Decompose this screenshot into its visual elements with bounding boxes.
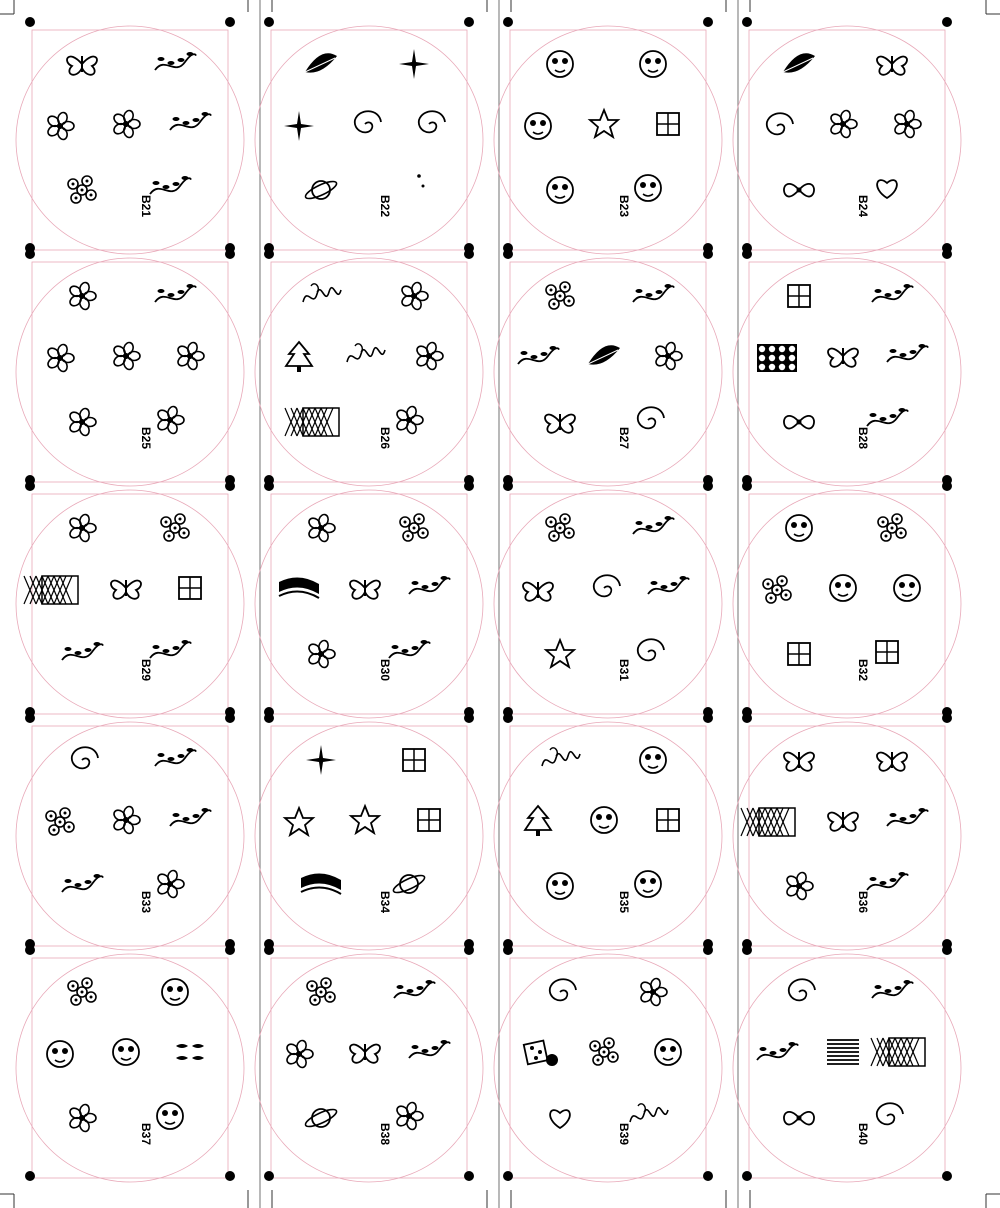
registration-dot (942, 713, 952, 723)
registration-dot (225, 1171, 235, 1181)
plate-code-label: B40 (856, 1122, 870, 1146)
registration-dot (942, 1171, 952, 1181)
registration-dot (464, 713, 474, 723)
registration-dot (264, 249, 274, 259)
registration-dot (264, 945, 274, 955)
registration-dot (25, 945, 35, 955)
plate-code-label: B37 (139, 1122, 153, 1146)
plate-code-label: B27 (617, 426, 631, 450)
registration-dot (703, 1171, 713, 1181)
plate-code-label: B21 (139, 194, 153, 218)
registration-dot (25, 481, 35, 491)
registration-dot (225, 945, 235, 955)
registration-dot (942, 945, 952, 955)
registration-dot (503, 481, 513, 491)
plate-code-label: B39 (617, 1122, 631, 1146)
plate-code-label: B36 (856, 890, 870, 914)
plate-code-label: B38 (378, 1122, 392, 1146)
registration-dot (25, 17, 35, 27)
registration-dot (25, 1171, 35, 1181)
registration-dot (742, 1171, 752, 1181)
registration-dot (225, 249, 235, 259)
plate-code-label: B28 (856, 426, 870, 450)
registration-dot (742, 713, 752, 723)
registration-dot (742, 249, 752, 259)
plate-code-label: B29 (139, 658, 153, 682)
registration-dot (703, 713, 713, 723)
registration-dot (503, 1171, 513, 1181)
registration-dot (703, 249, 713, 259)
registration-dot (942, 249, 952, 259)
plate-code-label: B23 (617, 194, 631, 218)
registration-dot (225, 481, 235, 491)
registration-dot (703, 481, 713, 491)
registration-dot (942, 17, 952, 27)
registration-dot (503, 945, 513, 955)
plate-code-label: B32 (856, 658, 870, 682)
registration-dot (503, 249, 513, 259)
plate-code-label: B34 (378, 890, 392, 914)
registration-dot (225, 17, 235, 27)
registration-dot (25, 713, 35, 723)
registration-dot (464, 1171, 474, 1181)
plate-code-label: B31 (617, 658, 631, 682)
registration-dot (742, 945, 752, 955)
registration-dot (464, 945, 474, 955)
registration-dot (942, 481, 952, 491)
registration-dot (742, 17, 752, 27)
registration-dot (464, 481, 474, 491)
plate-code-label: B35 (617, 890, 631, 914)
registration-dot (225, 713, 235, 723)
registration-dot (503, 713, 513, 723)
lines-icon (827, 1040, 859, 1064)
registration-dot (503, 17, 513, 27)
registration-dot (742, 481, 752, 491)
registration-dot (703, 17, 713, 27)
registration-dot (264, 1171, 274, 1181)
registration-dot (464, 249, 474, 259)
plate-code-label: B33 (139, 890, 153, 914)
plate-code-label: B25 (139, 426, 153, 450)
plate-code-label: B30 (378, 658, 392, 682)
registration-dot (264, 481, 274, 491)
plate-code-label: B22 (378, 194, 392, 218)
registration-dot (264, 17, 274, 27)
registration-dot (464, 17, 474, 27)
plate-code-label: B24 (856, 194, 870, 218)
daisy-block-icon (757, 344, 797, 372)
plate-code-label: B26 (378, 426, 392, 450)
registration-dot (25, 249, 35, 259)
registration-dot (264, 713, 274, 723)
registration-dot (703, 945, 713, 955)
